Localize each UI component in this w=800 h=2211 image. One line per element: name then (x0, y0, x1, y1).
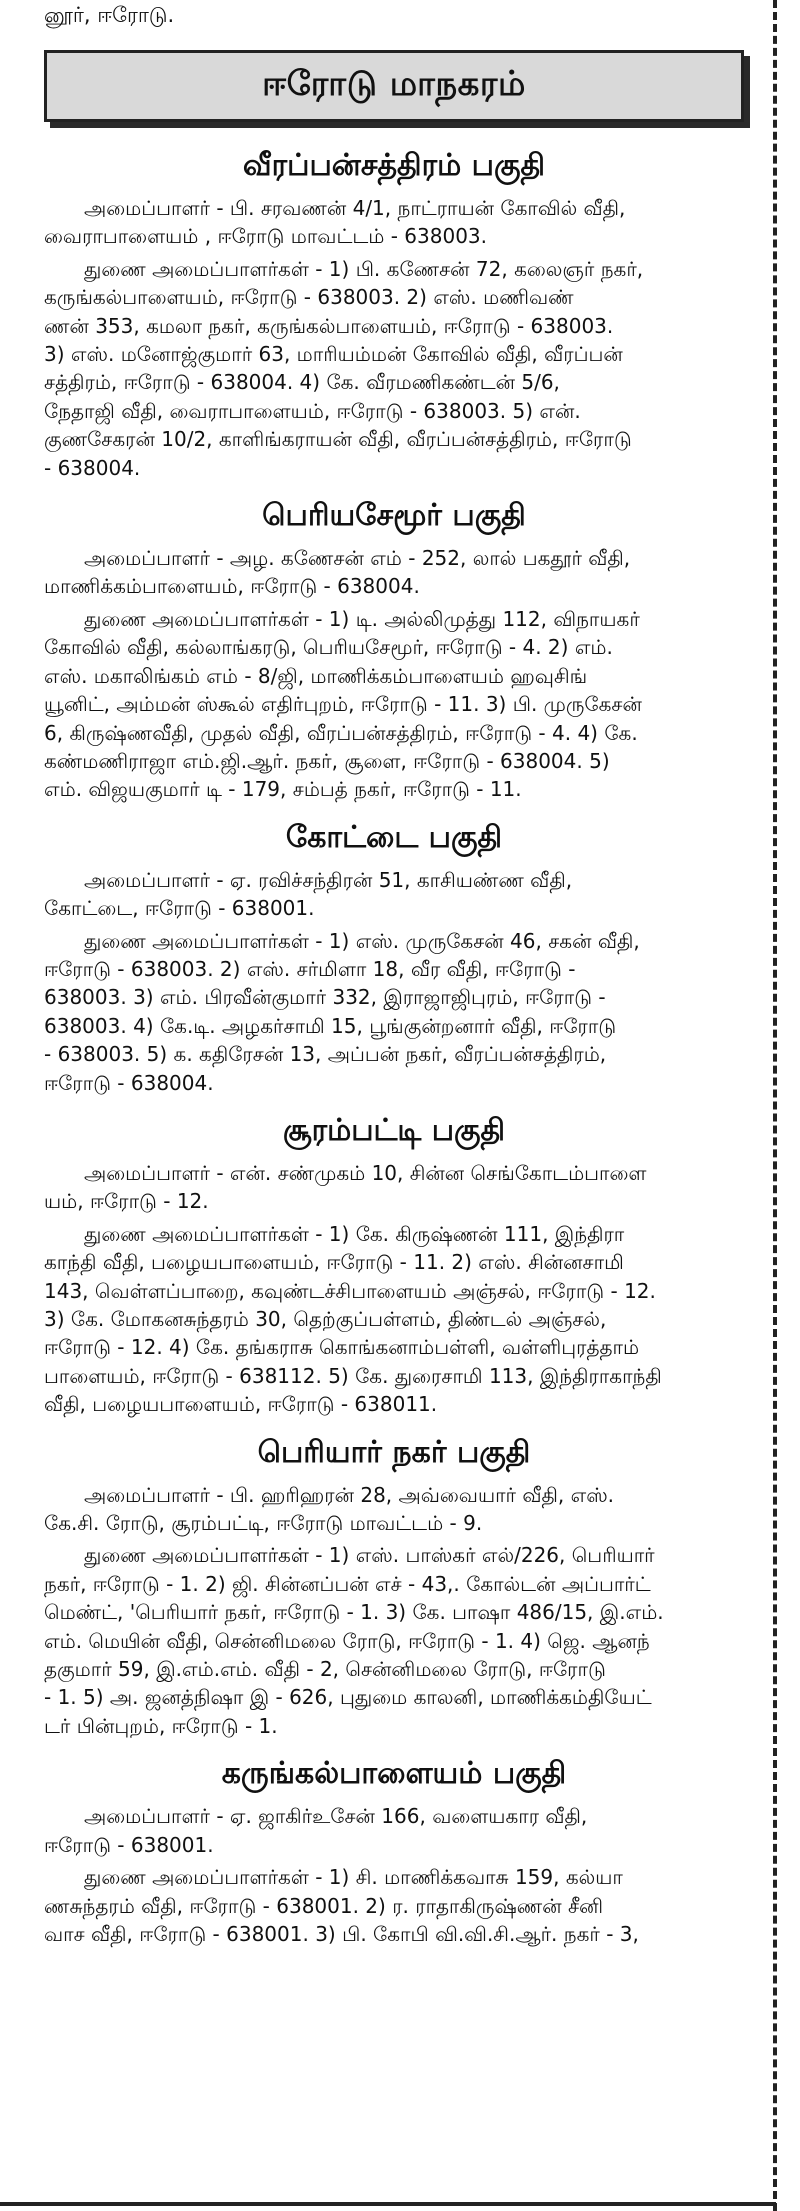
text-line: வைராபாளையம் , ஈரோடு மாவட்டம் - 638003. (44, 224, 488, 249)
text-line: 638003. 4) கே.டி. அழகர்சாமி 15, பூங்குன்றனார் வீதி, ஈரோடு (44, 1013, 617, 1038)
text-line: அமைப்பாளர் - பி. ஹரிஹரன் 28, அவ்வையார் வீதி, எஸ். (84, 1482, 615, 1507)
text-line: ஈரோடு - 12. 4) கே. தங்கராசு கொங்கனாம்பள்ளி, வள்ளிபுரத்தாம் (44, 1335, 640, 1360)
text-line: பாளையம், ஈரோடு - 638112. 5) கே. துரைசாமி 113, இந்திராகாந்தி (44, 1363, 662, 1388)
text-line: நகர், ஈரோடு - 1. 2) ஜி. சின்னப்பன் எச் - 43,. கோல்டன் அப்பார்ட் (44, 1571, 651, 1596)
text-line: 3) எஸ். மனோஜ்குமார் 63, மாரியம்மன் கோவில் வீதி, வீரப்பன் (44, 342, 623, 367)
text-line: அமைப்பாளர் - ஏ. ஜாகிர்உசேன் 166, வளையகார வீதி, (84, 1804, 588, 1829)
banner-box (44, 50, 744, 122)
text-line: காந்தி வீதி, பழையபாளையம், ஈரோடு - 11. 2) எஸ். சின்னசாமி (44, 1250, 624, 1275)
organizer-entry (44, 1802, 744, 1859)
text-line: துணை அமைப்பாளர்கள் - 1) பி. கணேசன் 72, கலைஞர் நகர், (84, 256, 644, 281)
text-line: கருங்கல்பாளையம், ஈரோடு - 638003. 2) எஸ். மணிவண் (44, 285, 574, 310)
text-line: ணசுந்தரம் வீதி, ஈரோடு - 638001. 2) ர. ராதாகிருஷ்ணன் சீனி (44, 1893, 604, 1918)
area-section (44, 818, 744, 1097)
area-section (44, 146, 744, 482)
banner-title: ஈரோடு மாநகரம் (262, 64, 526, 104)
text-line: துணை அமைப்பாளர்கள் - 1) எஸ். முருகேசன் 46, சகன் வீதி, (84, 928, 640, 953)
area-heading: கோட்டை பகுதி (285, 819, 503, 855)
deputy-organizers-entry (44, 1863, 744, 1948)
text-line: அமைப்பாளர் - பி. சரவணன் 4/1, நாட்ராயன் கோவில் வீதி, (84, 196, 626, 220)
deputy-organizers-entry (44, 255, 744, 482)
text-line: மெண்ட், 'பெரியார் நகர், ஈரோடு - 1. 3) கே. பாஷா 486/15, இ.எம். (44, 1600, 664, 1625)
text-line: அமைப்பாளர் - என். சண்முகம் 10, சின்ன செங்கோடம்பாளை (84, 1160, 647, 1185)
deputy-organizers-entry (44, 1541, 744, 1740)
organizer-entry (44, 1481, 744, 1538)
text-line: எஸ். மகாலிங்கம் எம் - 8/ஜி, மாணிக்கம்பாளையம் ஹவுசிங் (44, 663, 588, 688)
text-line: 143, வெள்ளப்பாறை, கவுண்டச்சிபாளையம் அஞ்சல், ஈரோடு - 12. (44, 1278, 656, 1303)
text-line: நேதாஜி வீதி, வைராபாளையம், ஈரோடு - 638003. 5) என். (44, 398, 581, 423)
column-divider (773, 0, 777, 2211)
text-line: குணசேகரன் 10/2, காளிங்கராயன் வீதி, வீரப்பன்சத்திரம், ஈரோடு (44, 427, 632, 452)
area-section (44, 1433, 744, 1741)
area-heading: வீரப்பன்சத்திரம் பகுதி (242, 148, 546, 183)
previous-entry-fragment: னூர், ஈரோடு. (44, 3, 175, 27)
text-line: கே.சி. ரோடு, சூரம்பட்டி, ஈரோடு மாவட்டம் - 9. (44, 1511, 483, 1536)
text-line: - 1. 5) அ. ஜனத்நிஷா இ - 626, புதுமை காலனி, மாணிக்கம்தியேட் (44, 1685, 652, 1710)
text-line: டர் பின்புறம், ஈரோடு - 1. (44, 1713, 278, 1738)
text-line: கோவில் வீதி, கல்லாங்கரடு, பெரியசேமூர், ஈரோடு - 4. 2) எம். (44, 635, 613, 660)
text-line: துணை அமைப்பாளர்கள் - 1) கே. கிருஷ்ணன் 111, இந்திரா (84, 1221, 625, 1246)
text-line: தகுமார் 59, இ.எம்.எம். வீதி - 2, சென்னிமலை ரோடு, ஈரோடு (44, 1657, 606, 1682)
text-line: மாணிக்கம்பாளையம், ஈரோடு - 638004. (44, 574, 420, 599)
text-line: - 638003. 5) க. கதிரேசன் 13, அப்பன் நகர், வீரப்பன்சத்திரம், (44, 1042, 607, 1067)
area-heading: பெரியசேமூர் பகுதி (262, 498, 526, 534)
text-line: யூனிட், அம்மன் ஸ்கூல் எதிர்புறம், ஈரோடு - 11. 3) பி. முருகேசன் (44, 692, 642, 717)
text-line: யம், ஈரோடு - 12. (44, 1189, 209, 1214)
text-line: சத்திரம், ஈரோடு - 638004. 4) கே. வீரமணிகண்டன் 5/6, (44, 370, 560, 395)
text-line: - 638004. (44, 455, 141, 480)
area-section (44, 496, 744, 804)
text-line: கோட்டை, ஈரோடு - 638001. (44, 896, 315, 921)
text-line: 3) கே. மோகனசுந்தரம் 30, தெற்குப்பள்ளம், திண்டல் அஞ்சல், (44, 1307, 607, 1331)
organizer-entry (44, 544, 744, 601)
deputy-organizers-entry (44, 605, 744, 804)
area-section (44, 1754, 744, 1948)
text-line: துணை அமைப்பாளர்கள் - 1) டி. அல்லிமுத்து 112, விநாயகர் (84, 606, 640, 631)
text-line: ஈரோடு - 638003. 2) எஸ். சர்மிளா 18, வீர வீதி, ஈரோடு - (44, 956, 576, 981)
organizer-entry (44, 1159, 744, 1216)
text-line: 638003. 3) எம். பிரவீன்குமார் 332, இராஜாஜிபுரம், ஈரோடு - (44, 985, 606, 1010)
text-line: அமைப்பாளர் - ஏ. ரவிச்சந்திரன் 51, காசியண்ண வீதி, (84, 867, 573, 892)
text-line: துணை அமைப்பாளர்கள் - 1) எஸ். பாஸ்கர் எல்/226, பெரியார் (84, 1543, 655, 1568)
text-line: ஈரோடு - 638001. (44, 1832, 214, 1857)
bottom-rule (0, 2202, 776, 2206)
organizer-entry (44, 866, 744, 923)
text-line: ஈரோடு - 638004. (44, 1070, 214, 1095)
area-section (44, 1111, 744, 1419)
text-line: ணன் 353, கமலா நகர், கருங்கல்பாளையம், ஈரோடு - 638003. (44, 313, 614, 338)
text-line: 6, கிருஷ்ணவீதி, முதல் வீதி, வீரப்பன்சத்திரம், ஈரோடு - 4. 4) கே. (44, 720, 638, 745)
text-line: எம். மெயின் வீதி, சென்னிமலை ரோடு, ஈரோடு - 1. 4) ஜெ. ஆனந் (44, 1628, 650, 1653)
text-line: துணை அமைப்பாளர்கள் - 1) சி. மாணிக்கவாசு 159, கல்யா (84, 1865, 623, 1890)
deputy-organizers-entry (44, 927, 744, 1097)
area-heading: பெரியார் நகர் பகுதி (257, 1434, 531, 1470)
text-line: அமைப்பாளர் - அழ. கணேசன் எம் - 252, லால் பகதூர் வீதி, (84, 546, 631, 571)
text-line: வீதி, பழையபாளையம், ஈரோடு - 638011. (44, 1392, 438, 1417)
text-line: எம். விஜயகுமார் டி - 179, சம்பத் நகர், ஈரோடு - 11. (44, 777, 522, 802)
text-line: வாச வீதி, ஈரோடு - 638001. 3) பி. கோபி வி.வி.சி.ஆர். நகர் - 3, (44, 1921, 639, 1946)
text-line: கண்மணிராஜா எம்.ஜி.ஆர். நகர், சூளை, ஈரோடு - 638004. 5) (44, 748, 610, 773)
region-banner (44, 50, 744, 122)
area-heading: கருங்கல்பாளையம் பகுதி (221, 1756, 567, 1792)
section-list (44, 146, 744, 1948)
area-heading: சூரம்பட்டி பகுதி (282, 1112, 506, 1148)
deputy-organizers-entry (44, 1220, 744, 1419)
organizer-entry (44, 194, 744, 251)
